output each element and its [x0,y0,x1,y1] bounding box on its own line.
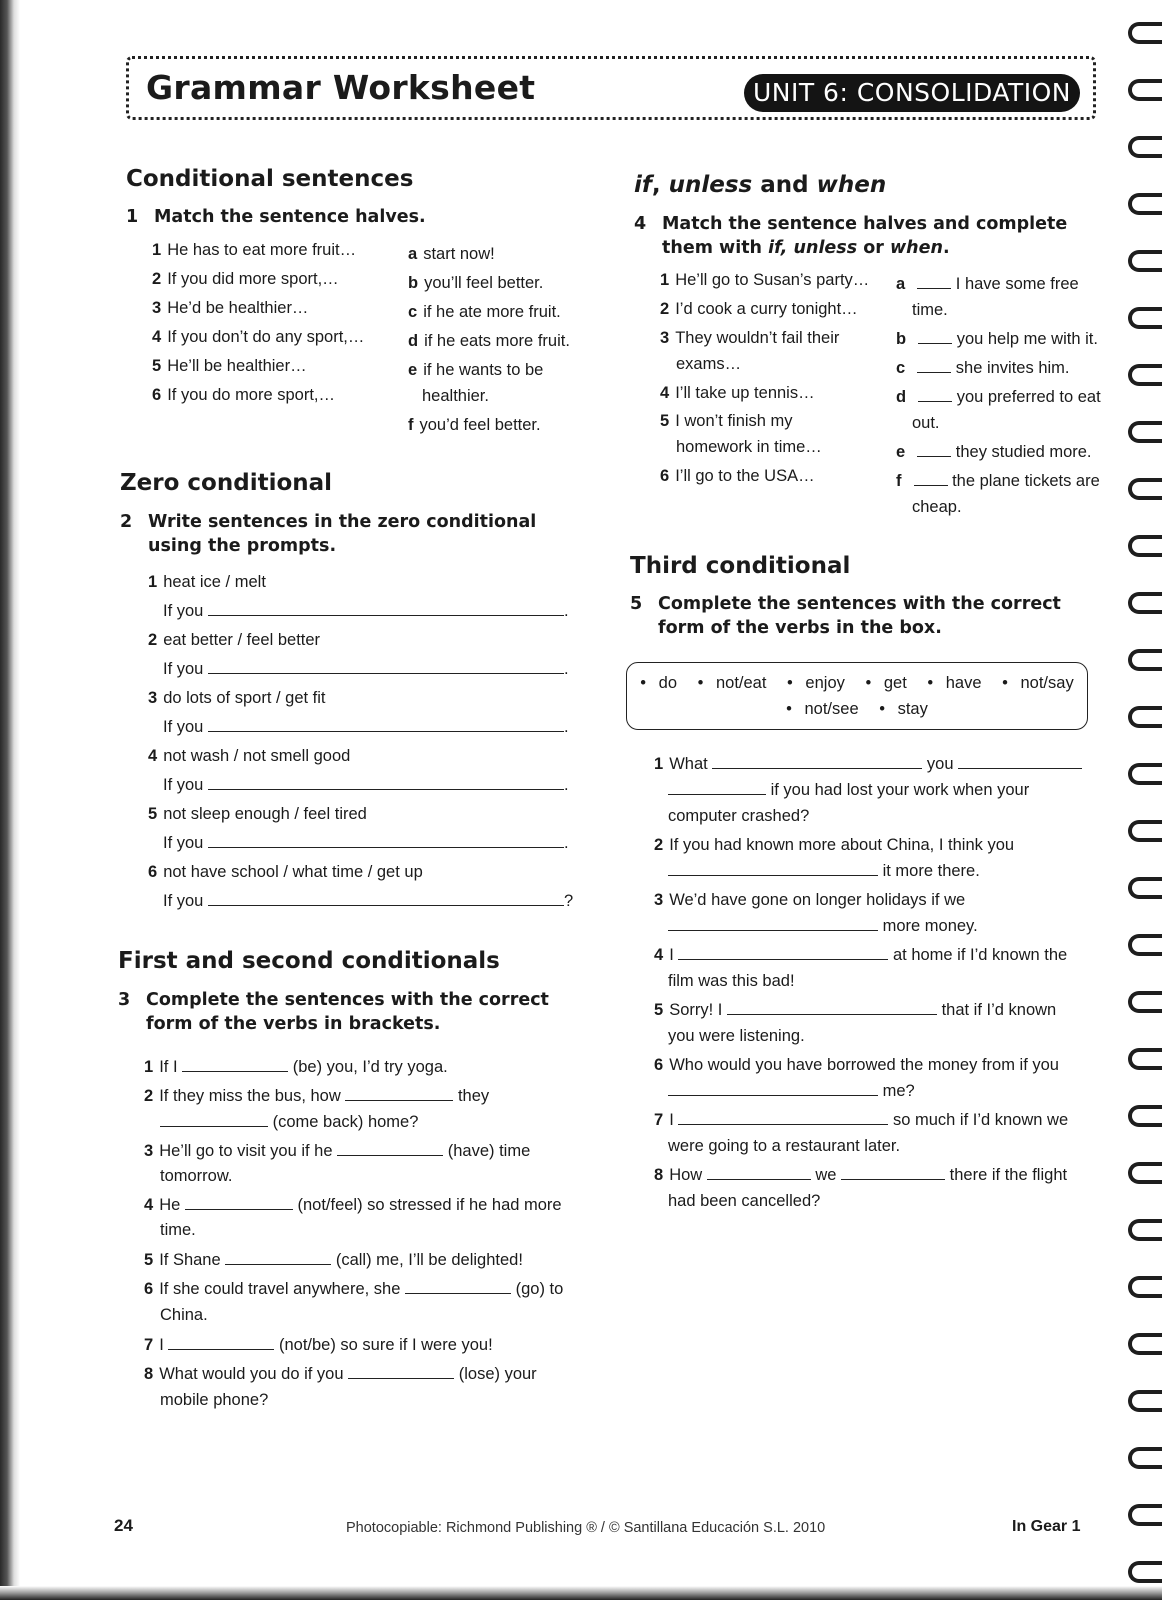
list-item: 3 He’ll go to visit you if he (have) time [144,1142,531,1160]
spiral-coil [1128,592,1162,614]
spiral-coil [1128,820,1162,842]
answer-blank[interactable] [208,833,564,848]
exercise-number: 3 [118,990,131,1010]
list-item: 5 I won’t finish my [660,412,793,430]
list-item-continuation: were going to a restaurant later. [668,1137,901,1155]
page-number: 24 [114,1516,133,1535]
list-item: 3 do lots of sport / get fit [148,689,326,707]
spiral-coil [1128,1504,1162,1526]
answer-blank[interactable] [182,1057,288,1072]
worksheet-title: Grammar Worksheet [146,68,536,107]
answer-blank[interactable] [668,1081,878,1096]
answer-line: If you . [163,718,569,736]
section-title-first-second-conditionals: First and second conditionals [118,948,500,974]
list-item-continuation: time. [912,301,948,319]
spiral-coil [1128,934,1162,956]
spiral-coil [1128,364,1162,386]
answer-blank[interactable] [712,754,922,769]
list-item: 4 If you don’t do any sport,… [152,328,365,346]
answer-blank[interactable] [917,442,951,457]
answer-blank[interactable] [345,1086,453,1101]
list-item-continuation: cheap. [912,498,962,516]
list-item: 4 He (not/feel) so stressed if he had more [144,1196,562,1214]
answer-blank[interactable] [914,471,948,486]
word-box-line [627,670,1087,696]
answer-blank[interactable] [678,945,888,960]
exercise-instruction: Complete the sentences with the correct form of the verbs in brackets. [146,990,549,1034]
list-item: d if he eats more fruit. [408,332,570,350]
list-item-continuation: (come back) home? [160,1110,418,1135]
answer-blank[interactable] [917,358,951,373]
list-item: 8 How we there if the flight [654,1166,1068,1184]
answer-blank[interactable] [958,754,1082,769]
spiral-coil [1128,1219,1162,1241]
section-title-if-unless-when: if, unless and when [634,172,887,198]
section-title-zero-conditional: Zero conditional [120,470,333,496]
list-item-continuation: had been cancelled? [668,1192,821,1210]
list-item: 4 I at home if I’d known the [654,946,1068,964]
list-item: 8 What would you do if you (lose) your [144,1365,537,1383]
exercise-instruction: Match the sentence halves and complete them with if, unless or when. [662,214,1068,258]
answer-blank[interactable] [405,1279,511,1294]
list-item: a I have some free [896,275,1079,293]
answer-blank[interactable] [668,861,878,876]
spiral-coil [1128,535,1162,557]
list-item: 5 He’ll be healthier… [152,357,307,375]
list-item-continuation: healthier. [422,387,489,405]
spiral-coil [1128,763,1162,785]
answer-blank[interactable] [337,1141,443,1156]
list-item: 3 They wouldn’t fail their [660,329,840,347]
book-title: In Gear 1 [1012,1518,1081,1535]
exercise-instruction: Match the sentence halves. [154,207,426,227]
list-item-continuation: mobile phone? [160,1391,269,1409]
list-item-continuation: tomorrow. [160,1167,233,1185]
word-box-item: • not/eat [697,674,767,692]
list-item: 2 If they miss the bus, how they [144,1087,490,1105]
answer-blank[interactable] [918,387,952,402]
spiral-coil [1128,877,1162,899]
list-item: 4 I’ll take up tennis… [660,384,815,402]
answer-blank[interactable] [841,1165,945,1180]
list-item-continuation: it more there. [668,859,980,884]
list-item: b you’ll feel better. [408,274,544,292]
word-box-item: • stay [879,700,928,718]
list-item: 5 not sleep enough / feel tired [148,805,367,823]
word-box-item: • get [865,674,907,692]
copyright-notice: Photocopiable: Richmond Publishing ® / © Santillana Educación S.L. 2010 [346,1520,826,1536]
list-item: 3 He’d be healthier… [152,299,309,317]
exercise-3-heading [118,988,558,1036]
list-item-continuation: time. [160,1221,196,1239]
answer-blank[interactable] [678,1110,888,1125]
spiral-coil [1128,193,1162,215]
spiral-coil [1128,307,1162,329]
answer-blank[interactable] [208,717,564,732]
page-bottom-edge-shadow [0,1586,1162,1600]
answer-blank[interactable] [918,329,952,344]
word-box-item: • have [927,674,982,692]
list-item-continuation: film was this bad! [668,972,795,990]
word-box-item: • not/say [1002,674,1074,692]
answer-blank[interactable] [185,1195,293,1210]
spiral-coil [1128,79,1162,101]
list-item: 1 heat ice / melt [148,573,266,591]
answer-line: If you . [163,602,569,620]
list-item: f you’d feel better. [408,416,541,434]
answer-line: If you . [163,834,569,852]
list-item: 6 I’ll go to the USA… [660,467,815,485]
unit-badge: UNIT 6: CONSOLIDATION [744,74,1080,112]
list-item-continuation: homework in time… [676,438,822,456]
spiral-coil [1128,649,1162,671]
spiral-coil [1128,706,1162,728]
spiral-coil [1128,136,1162,158]
spiral-coil [1128,1447,1162,1469]
answer-blank[interactable] [160,1112,268,1127]
exercise-5-heading [630,592,1070,640]
exercise-2-heading [120,510,550,558]
spiral-coil [1128,991,1162,1013]
list-item: 2 If you did more sport,… [152,270,339,288]
exercise-number: 4 [634,214,647,234]
list-item: c if he ate more fruit. [408,303,561,321]
list-item: 1 If I (be) you, I’d try yoga. [144,1058,448,1076]
verb-word-box [626,662,1088,730]
spiral-binding [1122,0,1162,1600]
spiral-coil [1128,478,1162,500]
answer-blank[interactable] [727,1000,937,1015]
spiral-coil [1128,250,1162,272]
list-item: 5 If Shane (call) me, I’ll be delighted! [144,1251,523,1269]
list-item: a start now! [408,245,495,263]
list-item-continuation: exams… [676,355,742,373]
answer-blank[interactable] [208,891,564,906]
list-item: 7 I (not/be) so sure if I were you! [144,1336,493,1354]
list-item-continuation: more money. [668,914,978,939]
exercise-number: 5 [630,594,643,614]
list-item: f the plane tickets are [896,472,1100,490]
spiral-coil [1128,1333,1162,1355]
list-item: e they studied more. [896,443,1092,461]
exercise-4-heading [634,212,1104,260]
answer-blank[interactable] [707,1165,811,1180]
list-item: 6 If she could travel anywhere, she (go) to [144,1280,564,1298]
word-box-item: • enjoy [787,674,845,692]
answer-blank[interactable] [208,601,564,616]
exercise-1-heading [126,205,566,229]
answer-blank[interactable] [225,1250,331,1265]
answer-blank[interactable] [917,274,951,289]
section-title-conditional: Conditional sentences [126,166,414,192]
page-left-edge-shadow [0,0,20,1600]
list-item: 6 If you do more sport,… [152,386,336,404]
spiral-coil [1128,1276,1162,1298]
answer-blank[interactable] [208,775,564,790]
list-item: 2 If you had known more about China, I think you [654,836,1015,854]
spiral-coil [1128,421,1162,443]
exercise-number: 1 [126,207,139,227]
list-item: 5 Sorry! I that if I’d known [654,1001,1057,1019]
list-item: 4 not wash / not smell good [148,747,351,765]
list-item: 7 I so much if I’d known we [654,1111,1069,1129]
list-item: 1 He’ll go to Susan’s party… [660,271,870,289]
answer-blank[interactable] [348,1364,454,1379]
spiral-coil [1128,1390,1162,1412]
list-item: d you preferred to eat [896,388,1101,406]
answer-line: If you . [163,776,569,794]
spiral-coil [1128,1162,1162,1184]
answer-line: If you ? [163,892,574,910]
answer-blank[interactable] [168,1335,274,1350]
list-item: c she invites him. [896,359,1070,377]
exercise-instruction: Complete the sentences with the correct form of the verbs in the box. [658,594,1061,638]
spiral-coil [1128,22,1162,44]
spiral-coil [1128,1561,1162,1583]
list-item-continuation: China. [160,1306,208,1324]
list-item-continuation: me? [668,1079,915,1104]
spiral-coil [1128,1048,1162,1070]
list-item-continuation: out. [912,414,940,432]
list-item: 6 Who would you have borrowed the money from if you [654,1056,1059,1074]
list-item: 2 eat better / feel better [148,631,321,649]
list-item-continuation: computer crashed? [668,807,810,825]
answer-blank[interactable] [208,659,564,674]
word-box-item: • not/see [786,700,859,718]
list-item: e if he wants to be [408,361,544,379]
exercise-number: 2 [120,512,133,532]
word-box-item: • do [640,674,678,692]
answer-line: If you . [163,660,569,678]
list-item-continuation: if you had lost your work when your [668,778,1029,803]
answer-blank[interactable] [668,780,766,795]
spiral-coil [1128,1105,1162,1127]
list-item: 1 He has to eat more fruit… [152,241,357,259]
list-item: b you help me with it. [896,330,1098,348]
section-title-third-conditional: Third conditional [630,553,851,579]
list-item: 3 We’d have gone on longer holidays if we [654,891,966,909]
word-box-line [627,696,1087,722]
list-item: 1 What you [654,752,1082,777]
list-item: 6 not have school / what time / get up [148,863,423,881]
exercise-instruction: Write sentences in the zero conditional using the prompts. [148,512,537,556]
answer-blank[interactable] [668,916,878,931]
list-item-continuation: you were listening. [668,1027,805,1045]
list-item: 2 I’d cook a curry tonight… [660,300,858,318]
